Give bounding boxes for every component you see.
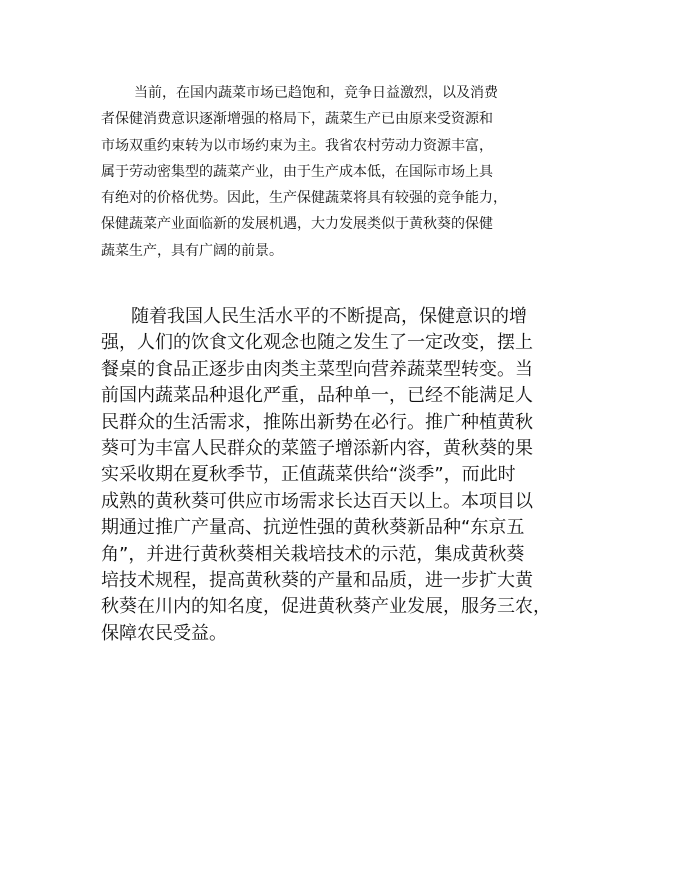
text-line: 葵可为丰富人民群众的菜篮子增添新内容，黄秋葵的果 — [101, 438, 533, 460]
text-line: 当前，在国内蔬菜市场已趋饱和，竞争日益激烈，以及消费 — [134, 85, 498, 101]
paragraph-project-purpose — [101, 304, 551, 647]
text-line: 保障农民受益。 — [101, 622, 227, 644]
text-line: 培技术规程，提高黄秋葵的产量和品质，进一步扩大黄 — [101, 570, 533, 592]
text-line: 市场双重约束转为以市场约束为主。我省农村劳动力资源丰富， — [101, 137, 493, 154]
text-line: 成熟的黄秋葵可供应市场需求长达百天以上。本项目以 — [101, 490, 533, 512]
text-line: 者保健消费意识逐渐增强的格局下，蔬菜生产已由原来受资源和 — [101, 111, 493, 128]
text-line: 前国内蔬菜品种退化严重，品种单一，已经不能满足人 — [101, 385, 533, 407]
text-line: 秋葵在川内的知名度，促进黄秋葵产业发展，服务三农， — [101, 596, 551, 618]
text-line: 属于劳动密集型的蔬菜产业，由于生产成本低，在国际市场上具 — [101, 163, 493, 180]
paragraph-market-background — [101, 80, 507, 264]
text-line: 期通过推广产量高、抗逆性强的黄秋葵新品种“东京五 — [101, 517, 525, 539]
text-line: 蔬菜生产，具有广阔的前景。 — [101, 242, 283, 259]
text-line: 强，人们的饮食文化观念也随之发生了一定改变，摆上 — [101, 332, 533, 354]
text-line: 保健蔬菜产业面临新的发展机遇，大力发展类似于黄秋葵的保健 — [101, 216, 493, 233]
text-line: 实采收期在夏秋季节，正值蔬菜供给“淡季”，而此时 — [101, 464, 516, 486]
text-line: 餐桌的食品正逐步由肉类主菜型向营养蔬菜型转变。当 — [101, 358, 533, 380]
text-line: 民群众的生活需求，推陈出新势在必行。推广种植黄秋 — [101, 411, 533, 433]
text-line: 随着我国人民生活水平的不断提高，保健意识的增 — [131, 306, 527, 327]
text-line: 有绝对的价格优势。因此，生产保健蔬菜将具有较强的竞争能力， — [101, 190, 507, 207]
text-line: 角”，并进行黄秋葵相关栽培技术的示范，集成黄秋葵 — [101, 543, 525, 565]
